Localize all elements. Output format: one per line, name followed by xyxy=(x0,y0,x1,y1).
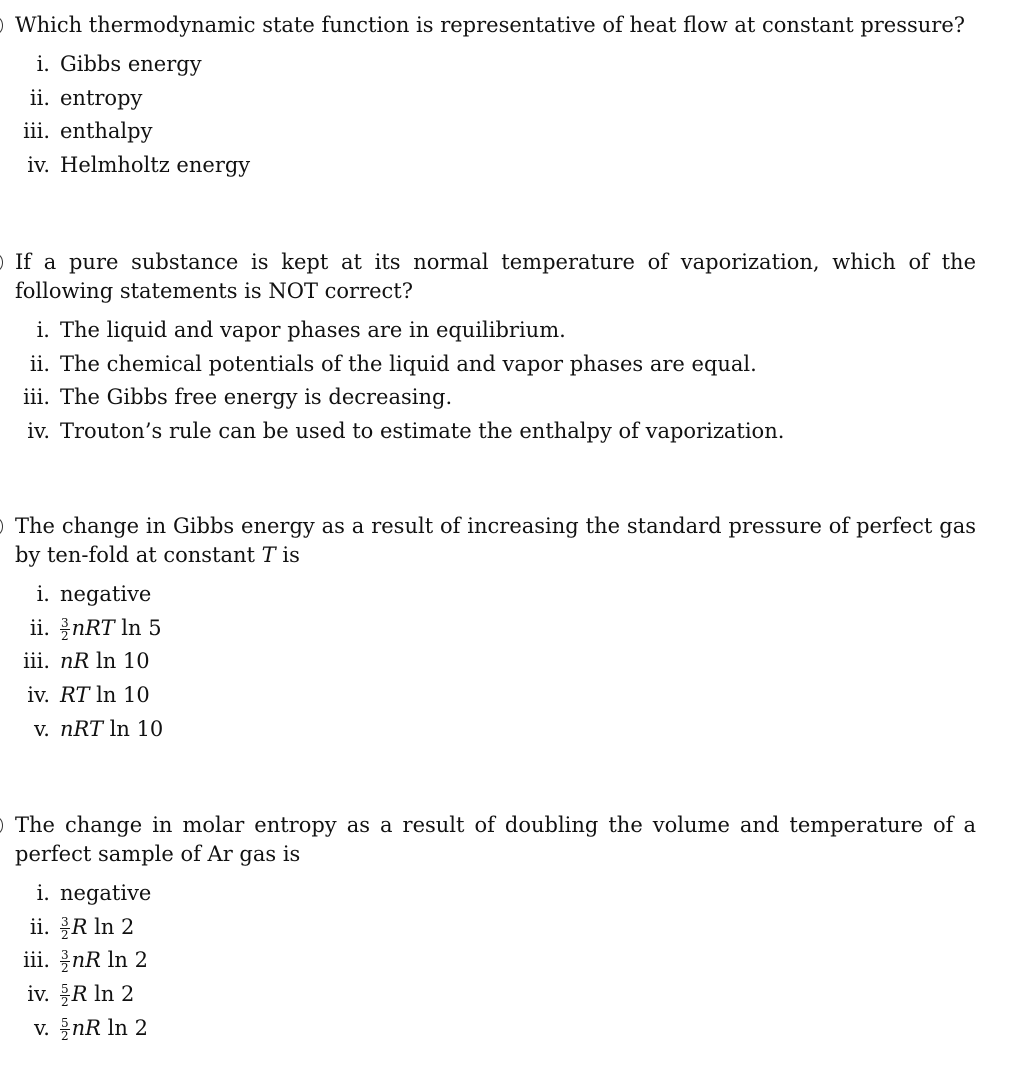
question-1 xyxy=(0,11,1000,184)
option-text: Helmholtz energy xyxy=(60,153,251,178)
formula-rest: ln 5 xyxy=(114,615,162,640)
temperature-variable: T xyxy=(261,543,276,567)
option-formula xyxy=(60,1013,148,1043)
question-stem xyxy=(0,248,1000,306)
option-numeral: iv. xyxy=(27,683,50,708)
fraction xyxy=(60,1017,70,1042)
option-numeral: ii. xyxy=(29,615,50,640)
formula-variable: nR xyxy=(60,649,90,674)
option-numeral: iii. xyxy=(23,385,50,410)
option-formula xyxy=(60,945,148,975)
option-item xyxy=(0,680,1000,714)
fraction-numerator: 5 xyxy=(61,982,69,997)
formula-variable: RT xyxy=(60,683,90,708)
question-bullet-icon xyxy=(0,254,3,271)
fraction xyxy=(60,949,70,974)
formula-variable: nR xyxy=(71,1015,101,1040)
question-text: The change in molar entropy as a result of doubling the volume and temperature of a perfect sample of Ar gas is xyxy=(15,813,976,866)
option-list xyxy=(0,878,1000,1046)
option-numeral: i. xyxy=(36,582,50,606)
question-stem xyxy=(0,11,1000,40)
formula-rest: ln 10 xyxy=(89,683,150,708)
fraction-denominator: 2 xyxy=(61,961,69,976)
fraction-numerator: 3 xyxy=(61,914,69,929)
option-item xyxy=(0,49,1000,83)
option-item xyxy=(0,116,1000,150)
question-2 xyxy=(0,248,1000,450)
formula-rest: ln 2 xyxy=(100,1015,148,1040)
option-numeral: ii. xyxy=(29,351,50,376)
option-list xyxy=(0,315,1000,450)
option-formula xyxy=(60,912,134,942)
fraction xyxy=(60,983,70,1008)
option-item xyxy=(0,979,1000,1013)
fraction-numerator: 3 xyxy=(61,948,69,963)
formula-variable: nR xyxy=(71,948,101,973)
option-item xyxy=(0,150,1000,184)
option-item xyxy=(0,83,1000,117)
option-item xyxy=(0,945,1000,979)
option-formula xyxy=(60,714,163,744)
option-item xyxy=(0,1013,1000,1047)
option-numeral: ii. xyxy=(29,85,50,110)
option-item xyxy=(0,315,1000,349)
option-formula xyxy=(60,646,150,676)
question-stem xyxy=(0,811,1000,869)
option-numeral: v. xyxy=(33,1015,50,1040)
option-item xyxy=(0,912,1000,946)
fraction-denominator: 2 xyxy=(61,995,69,1010)
question-bullet-icon xyxy=(0,518,3,535)
option-item xyxy=(0,579,1000,613)
question-text-end: is xyxy=(275,543,300,567)
option-formula xyxy=(60,613,162,643)
option-text: Gibbs energy xyxy=(60,52,202,76)
option-item xyxy=(0,382,1000,416)
option-numeral: iii. xyxy=(23,948,50,973)
option-item xyxy=(0,646,1000,680)
fraction xyxy=(60,617,70,642)
fraction-denominator: 2 xyxy=(61,1028,69,1043)
option-item xyxy=(0,613,1000,647)
option-text: negative xyxy=(60,582,152,606)
option-item xyxy=(0,349,1000,383)
question-3 xyxy=(0,512,1000,747)
option-formula xyxy=(60,979,134,1009)
question-stem xyxy=(0,512,1000,570)
formula-rest: ln 2 xyxy=(87,914,135,939)
option-text: The chemical potentials of the liquid and vapor phases are equal. xyxy=(60,351,757,376)
fraction-numerator: 3 xyxy=(61,615,69,630)
option-formula xyxy=(60,680,150,710)
formula-rest: ln 10 xyxy=(102,716,164,741)
fraction-denominator: 2 xyxy=(61,628,69,643)
option-numeral: iii. xyxy=(23,649,50,674)
option-numeral: ii. xyxy=(29,914,50,939)
option-text: The liquid and vapor phases are in equilibrium. xyxy=(60,318,566,342)
formula-rest: ln 2 xyxy=(87,982,135,1007)
formula-variable: R xyxy=(71,914,88,939)
option-item xyxy=(0,416,1000,450)
formula-rest: ln 10 xyxy=(89,649,150,674)
question-text: If a pure substance is kept at its normal temperature of vaporization, which of the following statements is NOT correct? xyxy=(15,250,976,303)
question-4 xyxy=(0,811,1000,1046)
option-numeral: i. xyxy=(36,52,50,76)
option-numeral: iv. xyxy=(27,419,50,444)
fraction xyxy=(60,916,70,941)
formula-variable: nRT xyxy=(60,716,103,741)
option-numeral: iii. xyxy=(23,119,50,144)
option-text: enthalpy xyxy=(60,119,153,144)
formula-variable: nRT xyxy=(71,615,115,640)
option-numeral: i. xyxy=(36,318,50,342)
option-list xyxy=(0,579,1000,747)
option-list xyxy=(0,49,1000,184)
option-text: entropy xyxy=(60,85,143,110)
option-item xyxy=(0,878,1000,912)
formula-variable: R xyxy=(71,982,88,1007)
option-text: negative xyxy=(60,881,152,905)
option-numeral: v. xyxy=(33,716,50,741)
question-bullet-icon xyxy=(0,17,3,34)
question-text: Which thermodynamic state function is representative of heat flow at constant pressure? xyxy=(15,13,966,37)
option-numeral: iv. xyxy=(27,982,50,1007)
question-text: The change in Gibbs energy as a result of increasing the standard pressure of perfect gas by ten-fold at constant xyxy=(15,514,976,567)
fraction-denominator: 2 xyxy=(61,927,69,942)
option-text: The Gibbs free energy is decreasing. xyxy=(60,385,453,410)
fraction-numerator: 5 xyxy=(61,1015,69,1030)
option-text: Trouton’s rule can be used to estimate the enthalpy of vaporization. xyxy=(60,419,785,444)
option-numeral: iv. xyxy=(27,153,50,178)
question-bullet-icon xyxy=(0,817,3,834)
option-item xyxy=(0,714,1000,748)
option-numeral: i. xyxy=(36,881,50,905)
formula-rest: ln 2 xyxy=(100,948,148,973)
